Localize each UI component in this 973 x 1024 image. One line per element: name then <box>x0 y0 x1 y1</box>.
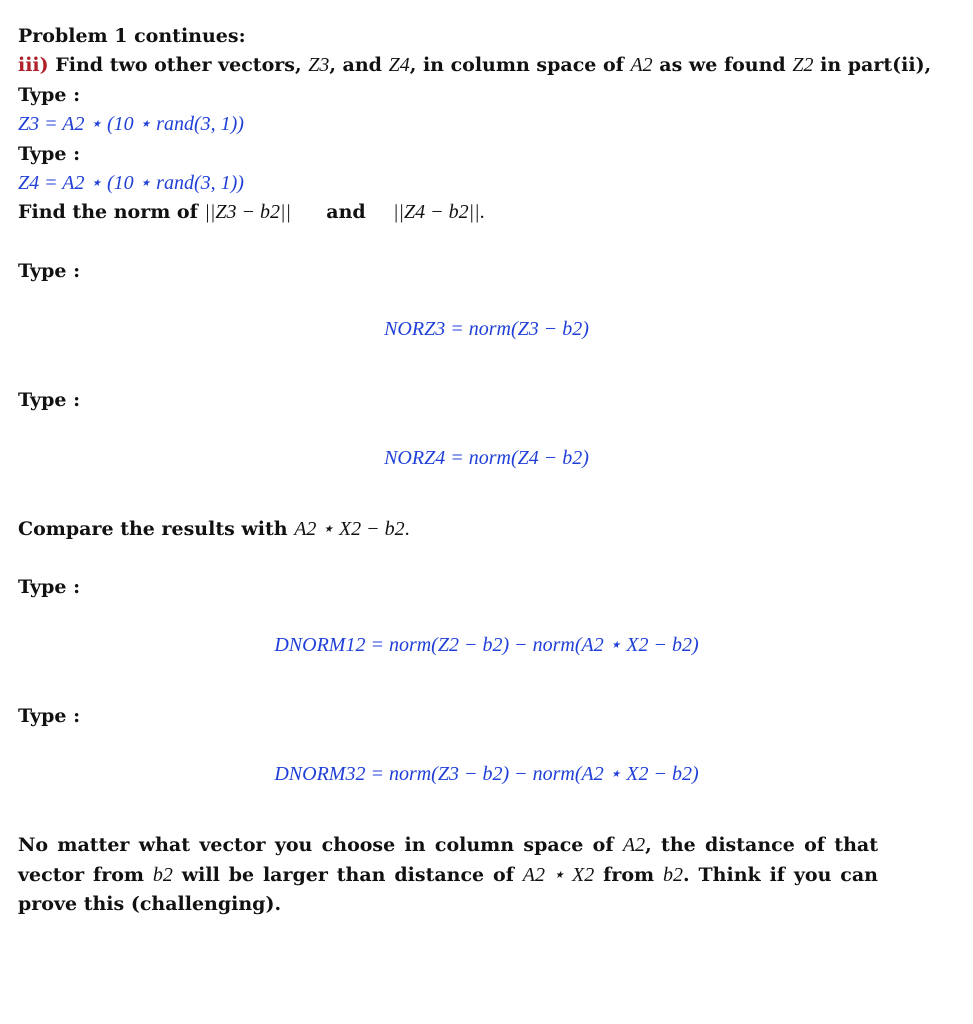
z4-symbol: Z4 <box>388 54 410 76</box>
type-label-5: Type : <box>18 576 81 598</box>
norz4-equation: NORZ4 = norm(Z4 − b2) <box>384 447 589 469</box>
closing-t4: from <box>603 863 655 886</box>
comma-and: , and <box>329 54 382 76</box>
closing-b2-second: b2 <box>663 863 684 886</box>
closing-expr: A2 ⋆ X2 <box>522 863 595 886</box>
type-label-2: Type : <box>18 143 81 165</box>
type-label-6: Type : <box>18 705 81 727</box>
norm-expr-z4: ||Z4 − b2|| <box>392 201 480 223</box>
closing-t2: , the distance of that vector from <box>18 834 878 886</box>
closing-a2: A2 <box>622 834 646 856</box>
z4-definition: Z4 = A2 ⋆ (10 ⋆ rand(3, 1)) <box>18 172 244 194</box>
closing-paragraph <box>18 831 878 920</box>
closing-t5: . Think if you can prove this (challenging). <box>18 863 878 915</box>
a2-symbol: A2 <box>630 54 653 76</box>
norm-instruction <box>18 200 485 224</box>
part-text-b: , in column space of <box>409 54 624 76</box>
closing-t3: will be larger than distance of <box>181 863 514 886</box>
norm-and: and <box>326 201 366 223</box>
norm-expr-z3: ||Z3 − b2|| <box>204 201 292 223</box>
part-text-d: in part(ii), <box>820 54 932 76</box>
problem-title: Problem 1 continues: <box>18 25 246 47</box>
part-text-a: Find two other vectors, <box>55 54 302 76</box>
part-label: iii) <box>18 54 49 76</box>
closing-b2-first: b2 <box>152 863 173 886</box>
closing-t1: No matter what vector you choose in column space of <box>18 834 614 856</box>
z3-definition: Z3 = A2 ⋆ (10 ⋆ rand(3, 1)) <box>18 113 244 135</box>
type-label-1: Type : <box>18 84 81 106</box>
dnorm32-equation: DNORM32 = norm(Z3 − b2) − norm(A2 ⋆ X2 − b2) <box>274 763 699 785</box>
compare-prefix: Compare the results with <box>18 518 288 540</box>
compare-instruction <box>18 517 410 541</box>
norm-prefix: Find the norm of <box>18 201 198 223</box>
type-label-3: Type : <box>18 260 81 282</box>
compare-end: . <box>404 518 410 540</box>
dnorm12-equation: DNORM12 = norm(Z2 − b2) − norm(A2 ⋆ X2 − b2) <box>274 634 699 656</box>
part-iii-instruction <box>18 53 931 77</box>
compare-expr: A2 ⋆ X2 − b2 <box>294 518 405 540</box>
type-label-4: Type : <box>18 389 81 411</box>
z2-symbol: Z2 <box>792 54 814 76</box>
norm-end: . <box>479 201 485 223</box>
norz3-equation: NORZ3 = norm(Z3 − b2) <box>384 318 589 340</box>
part-text-c: as we found <box>659 54 786 76</box>
z3-symbol: Z3 <box>308 54 330 76</box>
